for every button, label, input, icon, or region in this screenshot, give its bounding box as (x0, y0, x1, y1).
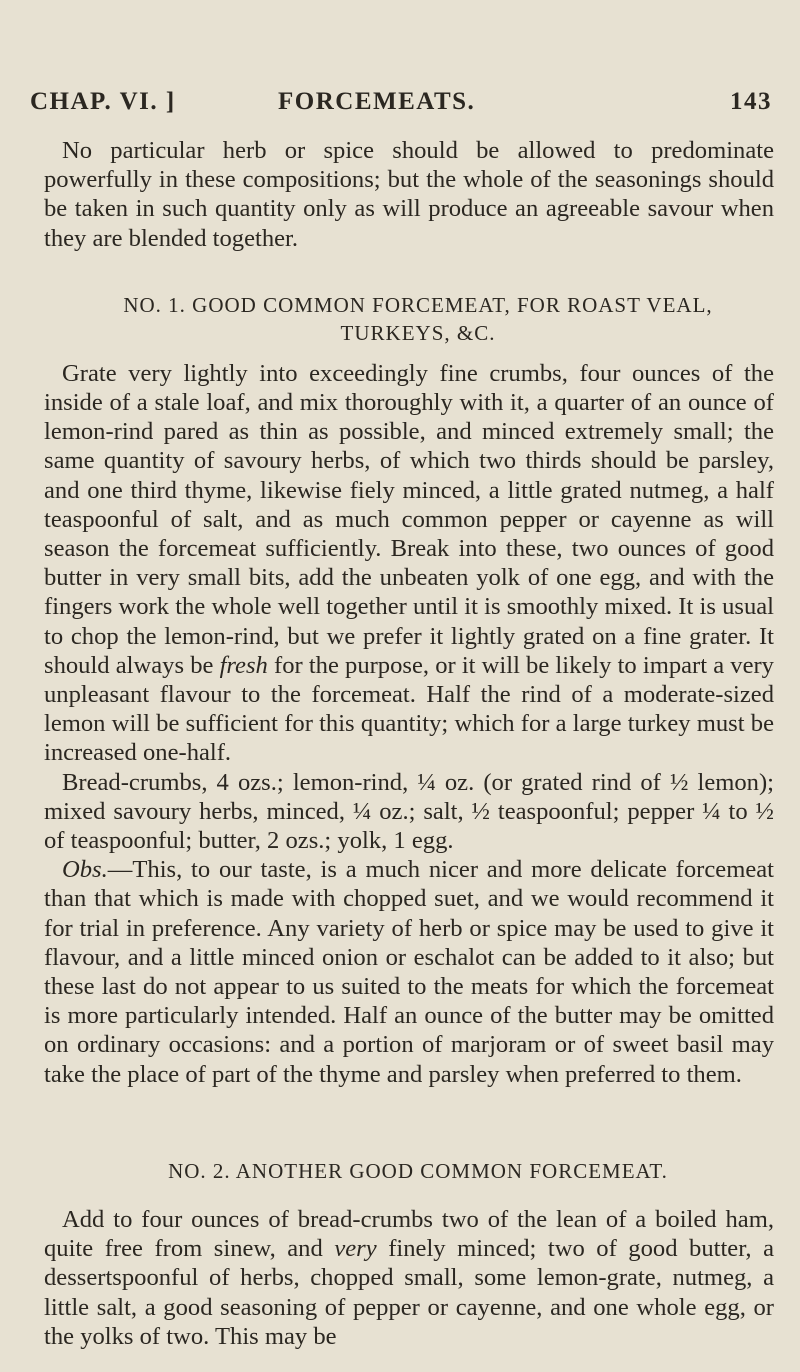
chapter-label: CHAP. VI. ] (30, 88, 176, 115)
emphasis-fresh: fresh (219, 651, 268, 679)
emphasis-very: very (334, 1235, 377, 1263)
obs-label: Obs. (62, 856, 108, 884)
recipe-1-observation: Obs.—This, to our taste, is a much nicer and more delicate forcemeat than that which is made with chopped suet, and we would recommend it for trial in preference. Any variety of herb or spice may be used to give it flavour, and a little minced onion or eschalot can be added to it also; but these last do not appear to us suited to the meats for which the forcemeat is more particularly intended. Half an ounce of the butter may be omitted on ordinary occasions: and a portion of marjoram or of sweet basil may take the place of part of the thyme and parsley when preferred to them. (44, 856, 774, 1088)
recipe-1-method: Grate very lightly into exceedingly fine crumbs, four ounces of the inside of a stale loaf, and mix thoroughly with it, a quarter of an ounce of lemon-rind pared as thin as possible, and minced extremely small; the same quantity of savoury herbs, of which two thirds should be parsley, and one third thyme, likewise fiely minced, a little grated nutmeg, a half teaspoonful of salt, and as much common pepper or cayenne as will season the forcemeat sufficiently. Break into these, two ounces of good butter in very small bits, add the unbeaten yolk of one egg, and with the fingers work the whole well together until it is smoothly mixed. It is usual to chop the lemon-rind, but we prefer it lightly grated on a fine grater. It should always be fresh for the purpose, or it will be likely to impart a very unpleasant flavour to the forcemeat. Half the rind of a moderate-sized lemon will be sufficient for this quantity; which for a large turkey must be increased one-half. (44, 359, 774, 767)
section-title: FORCEMEATS. (278, 88, 476, 115)
recipe-2-heading: NO. 2. ANOTHER GOOD COMMON FORCEMEAT. (168, 1158, 668, 1183)
recipe-1-heading-line-1: NO. 1. GOOD COMMON FORCEMEAT, FOR ROAST VEAL, (123, 292, 713, 317)
intro-paragraph: No particular herb or spice should be allowed to predominate powerfully in these compositions; but the whole of the seasonings should be taken in such quantity only as will produce an agreeable savour when they are blended together. (44, 137, 774, 252)
body-text (44, 136, 774, 1351)
page-number: 143 (730, 88, 772, 115)
recipe-2-method: Add to four ounces of bread-crumbs two of the lean of a boiled ham, quite free from sinew, and very finely minced; two of good butter, a dessertspoonful of herbs, chopped small, some lemon-grate, nutmeg, a little salt, a good seasoning of pepper or cayenne, and one whole egg, or the yolks of two. This may be (44, 1205, 775, 1350)
recipe-1-heading-line-2: TURKEYS, &C. (340, 320, 496, 345)
running-head (30, 88, 772, 116)
recipe-1-quantities: Bread-crumbs, 4 ozs.; lemon-rind, ¼ oz. (or grated rind of ½ lemon); mixed savoury herbs, minced, ¼ oz.; salt, ½ teaspoonful; pepper ¼ to ½ of teaspoonful; butter, 2 ozs.; yolk, 1 egg. (44, 768, 774, 855)
